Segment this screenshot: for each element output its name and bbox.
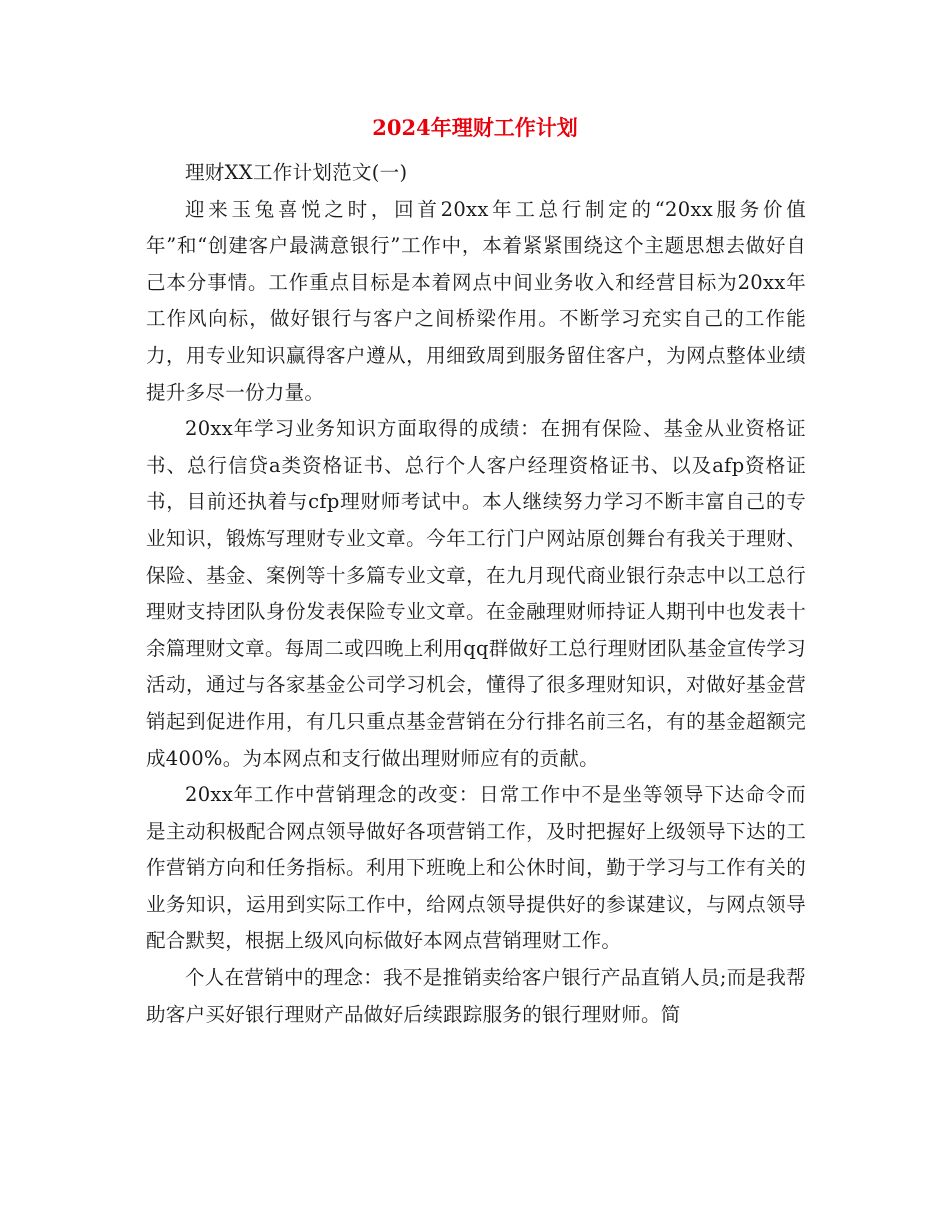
document-subtitle: 理财XX工作计划范文(一) (185, 161, 408, 184)
document-body (146, 155, 806, 1033)
paragraph-4: 个人在营销中的理念：我不是推销卖给客户银行产品直销人员;而是我帮助客户买好银行理财产品做好后续跟踪服务的银行理财师。简 (146, 966, 806, 1026)
paragraph-3: 20xx年工作中营销理念的改变：日常工作中不是坐等领导下达命令而是主动积极配合网点领导做好各项营销工作，及时把握好上级领导下达的工作营销方向和任务指标。利用下班晚上和公休时间，勤于学习与工作有关的业务知识，运用到实际工作中，给网点领导提供好的参谋建议，与网点领导配合默契，根据上级风向标做好本网点营销理财工作。 (146, 783, 806, 953)
paragraph-1: 迎来玉兔喜悦之时，回首20xx年工总行制定的“20xx服务价值年”和“创建客户最满意银行”工作中，本着紧紧围绕这个主题思想去做好自己本分事情。工作重点目标是本着网点中间业务收入和经营目标为20xx年工作风向标，做好银行与客户之间桥梁作用。不断学习充实自己的工作能力，用专业知识赢得客户遵从，用细致周到服务留住客户，为网点整体业绩提升多尽一份力量。 (146, 197, 806, 404)
paragraph-2: 20xx年学习业务知识方面取得的成绩：在拥有保险、基金从业资格证书、总行信贷a类资格证书、总行个人客户经理资格证书、以及afp资格证书，目前还执着与cfp理财师考试中。本人继续努力学习不断丰富自己的专业知识，锻炼写理财专业文章。今年工行门户网站原创舞台有我关于理财、保险、基金、案例等十多篇专业文章，在九月现代商业银行杂志中以工总行理财支持团队身份发表保险专业文章。在金融理财师持证人期刊中也发表十余篇理财文章。每周二或四晚上利用qq群做好工总行理财团队基金宣传学习活动，通过与各家基金公司学习机会，懂得了很多理财知识，对做好基金营销起到促进作用，有几只重点基金营销在分行排名前三名，有的基金超额完成400%。为本网点和支行做出理财师应有的贡献。 (146, 417, 806, 770)
document-title: 2024年理财工作计划 (372, 115, 578, 140)
